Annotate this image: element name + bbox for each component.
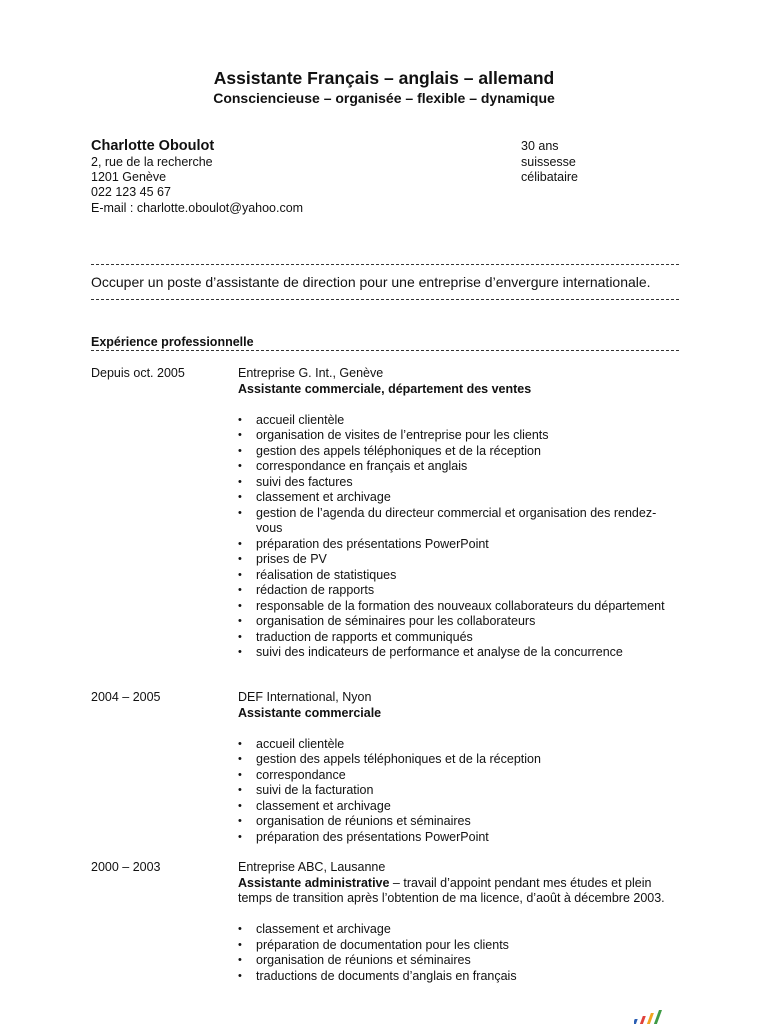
task-item: • suivi des indicateurs de performance et analyse de la concurrence — [238, 645, 678, 661]
entry-body — [238, 366, 678, 661]
entry-role: Assistante commerciale, département des ventes — [238, 381, 532, 396]
cv-subtitle: Consciencieuse – organisée – flexible – dynamique — [213, 90, 555, 106]
entry-role: Assistante commerciale — [238, 705, 382, 720]
divider-bottom — [91, 299, 679, 300]
logo-bar — [640, 1016, 646, 1024]
entry-date: 2004 – 2005 — [91, 690, 161, 704]
cv-title: Assistante Français – anglais – allemand — [213, 68, 555, 88]
task-item: • préparation des présentations PowerPoint — [238, 537, 678, 553]
task-item: • suivi des factures — [238, 475, 678, 491]
task-item: • classement et archivage — [238, 799, 678, 815]
nationality: suissesse — [521, 155, 576, 169]
marital-status: célibataire — [521, 170, 578, 185]
task-item: • traduction de rapports et communiqués — [238, 630, 678, 646]
task-item: • correspondance — [238, 768, 678, 784]
task-item: • accueil clientèle — [238, 737, 678, 753]
task-item: • classement et archivage — [238, 922, 678, 938]
task-item: • suivi de la facturation — [238, 783, 678, 799]
entry-date: Depuis oct. 2005 — [91, 366, 185, 380]
entry-company: DEF International, Nyon — [238, 690, 372, 704]
task-list — [238, 413, 678, 661]
contact-block — [91, 137, 303, 216]
entry-company: Entreprise G. Int., Genève — [238, 366, 384, 380]
task-item: • préparation des présentations PowerPoint — [238, 830, 678, 846]
task-list — [238, 737, 678, 846]
entry-company: Entreprise ABC, Lausanne — [238, 860, 386, 874]
task-item: • prises de PV — [238, 552, 678, 568]
task-item: • gestion des appels téléphoniques et de la réception — [238, 752, 678, 768]
task-item: • traductions de documents d’anglais en français — [238, 969, 678, 985]
candidate-name: Charlotte Oboulot — [91, 138, 215, 154]
entry-role-detail: – travail d’appoint pendant mes études et plein temps de transition après l’obtention de ma licence, d’août à décembre 2003. — [238, 875, 665, 905]
task-item: • organisation de réunions et séminaires — [238, 953, 678, 969]
task-item: • accueil clientèle — [238, 413, 678, 429]
career-objective: Occuper un poste d’assistante de direction pour une entreprise d’envergure internationale. — [91, 274, 651, 290]
entry-body — [238, 860, 678, 984]
publisher-logo-icon — [634, 1010, 674, 1024]
logo-bar — [654, 1010, 662, 1024]
phone-number: 022 123 45 67 — [91, 185, 171, 200]
address-city: 1201 Genève — [91, 170, 167, 185]
task-item: • organisation de réunions et séminaires — [238, 814, 678, 830]
task-item: • gestion de l’agenda du directeur commercial et organisation des rendez-vous — [238, 506, 678, 537]
logo-bar — [647, 1013, 654, 1024]
email-address: E-mail : charlotte.oboulot@yahoo.com — [91, 200, 304, 215]
task-item: • préparation de documentation pour les clients — [238, 938, 678, 954]
task-item: • classement et archivage — [238, 490, 678, 506]
age: 30 ans — [521, 139, 559, 153]
divider-top — [91, 264, 679, 265]
task-item: • réalisation de statistiques — [238, 568, 678, 584]
personal-info — [521, 137, 578, 185]
task-item: • organisation de visites de l’entreprise pour les clients — [238, 428, 678, 444]
task-item: • correspondance en français et anglais — [238, 459, 678, 475]
section-underline — [91, 350, 679, 351]
task-item: • organisation de séminaires pour les collaborateurs — [238, 614, 678, 630]
entry-role: Assistante administrative — [238, 875, 390, 890]
task-list — [238, 922, 678, 984]
task-item: • responsable de la formation des nouveaux collaborateurs du département — [238, 599, 678, 615]
task-item: • rédaction de rapports — [238, 583, 678, 599]
entry-date: 2000 – 2003 — [91, 860, 161, 874]
logo-bar — [634, 1019, 638, 1024]
section-title-experience: Expérience professionnelle — [91, 335, 254, 349]
task-item: • gestion des appels téléphoniques et de la réception — [238, 444, 678, 460]
address-street: 2, rue de la recherche — [91, 155, 213, 169]
entry-body — [238, 690, 678, 845]
